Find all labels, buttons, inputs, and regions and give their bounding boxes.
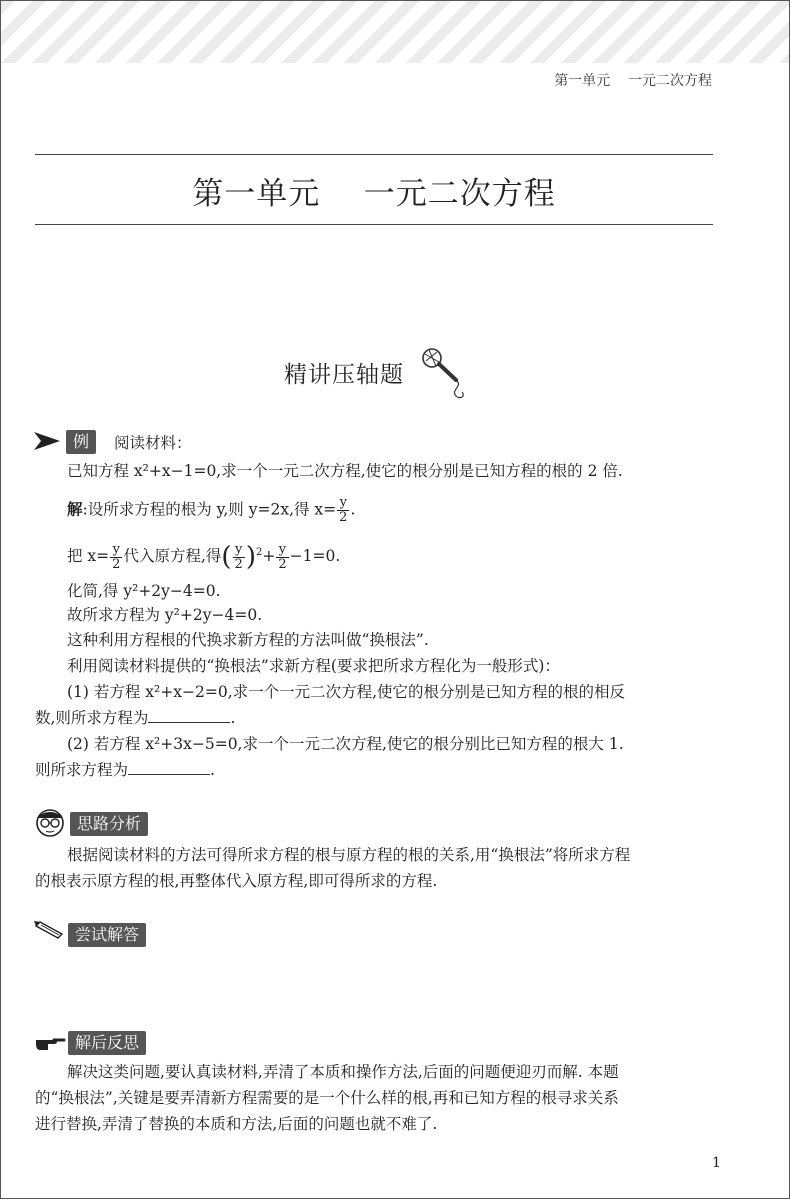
fraction-y-over-2: $\frac{y}{2}$ <box>339 495 348 525</box>
substitution-text-b: 代入原方程,得 <box>123 547 222 566</box>
solution-text-1: :设所求方程的根为 y,则 y=2x,得 x= <box>82 500 337 519</box>
analysis-line-1: 根据阅读材料的方法可得所求方程的根与原方程的根的关系,用“换根法”将所求方程 <box>67 846 631 864</box>
question-1-line-1: (1) 若方程 x²+x−2=0,求一个一元二次方程,使它的根分别是已知方程的根的相反 <box>67 683 626 701</box>
title-bottom-rule <box>35 224 713 225</box>
substitution-text-d: −1=0. <box>289 547 341 566</box>
reflection-line-3: 进行替换,弄清了替换的本质和方法,后面的问题也就不难了. <box>35 1115 438 1133</box>
answer-blank-2[interactable] <box>128 760 210 775</box>
analysis-badge: 思路分析 <box>70 812 148 836</box>
simplify-line: 化简,得 y²+2y−4=0. <box>67 582 221 600</box>
arrow-marker-icon <box>34 432 60 450</box>
title-top-rule <box>35 154 713 155</box>
reflection-line-1: 解决这类问题,要认真读材料,弄清了本质和操作方法,后面的问题便迎刃而解. 本题 <box>67 1063 619 1081</box>
therefore-line: 故所求方程为 y²+2y−4=0. <box>67 606 263 624</box>
attempt-badge: 尝试解答 <box>68 923 146 947</box>
substitution-text-a: 把 x= <box>67 547 110 566</box>
pointing-hand-icon <box>34 1032 66 1052</box>
question-1-line-2: 数,则所求方程为 . <box>35 709 236 727</box>
example-intro: 阅读材料： <box>114 434 192 452</box>
question-2-line-1: (2) 若方程 x²+3x−5=0,求一个一元二次方程,使它的根分别比已知方程的根大 1. <box>67 735 624 753</box>
pencil-icon <box>34 920 64 942</box>
header-stripe-band <box>1 1 789 63</box>
reflection-line-2: 的“换根法”,关键是要弄清新方程需要的是一个什么样的根,再和已知方程的根寻求关系 <box>35 1089 619 1107</box>
page-number: 1 <box>712 1155 721 1171</box>
microphone-icon <box>420 346 468 404</box>
reflection-badge: 解后反思 <box>68 1031 146 1055</box>
question-2-line-2: 则所求方程为 . <box>35 761 215 779</box>
unit-title: 第一单元 一元二次方程 <box>192 176 556 212</box>
example-badge: 例 <box>66 430 96 454</box>
running-header: 第一单元 一元二次方程 <box>554 73 712 89</box>
fraction-y-over-2-b: $\frac{y}{2}$ <box>112 541 121 572</box>
solution-line-1: 解:设所求方程的根为 y,则 y=2x,得 x= $\frac{y}{2}$ . <box>67 495 356 525</box>
substitution-text-c: + <box>262 547 276 566</box>
fraction-y-over-2-c: $\frac{y}{2}$ <box>234 541 243 572</box>
fraction-y-over-2-d: $\frac{y}{2}$ <box>278 541 287 572</box>
section-title: 精讲压轴题 <box>284 362 404 388</box>
solution-label: 解 <box>67 499 83 519</box>
answer-blank-1[interactable] <box>148 708 230 723</box>
method-line: 这种利用方程根的代换求新方程的方法叫做“换根法”. <box>67 631 429 649</box>
task-line: 利用阅读材料提供的“换根法”求新方程(要求把所求方程化为一般形式)： <box>67 657 560 675</box>
thinking-face-icon <box>34 808 66 838</box>
analysis-line-2: 的根表示原方程的根,再整体代入原方程,即可得所求的方程. <box>35 872 438 890</box>
example-line-1: 已知方程 x²+x−1=0,求一个一元二次方程,使它的根分别是已知方程的根的 2 倍. <box>67 462 623 480</box>
substitution-line: 把 x= $\frac{y}{2}$ 代入原方程,得( $\frac{y}{2}$ )$^2$+ $\frac{y}{2}$ −1=0. <box>67 541 341 573</box>
